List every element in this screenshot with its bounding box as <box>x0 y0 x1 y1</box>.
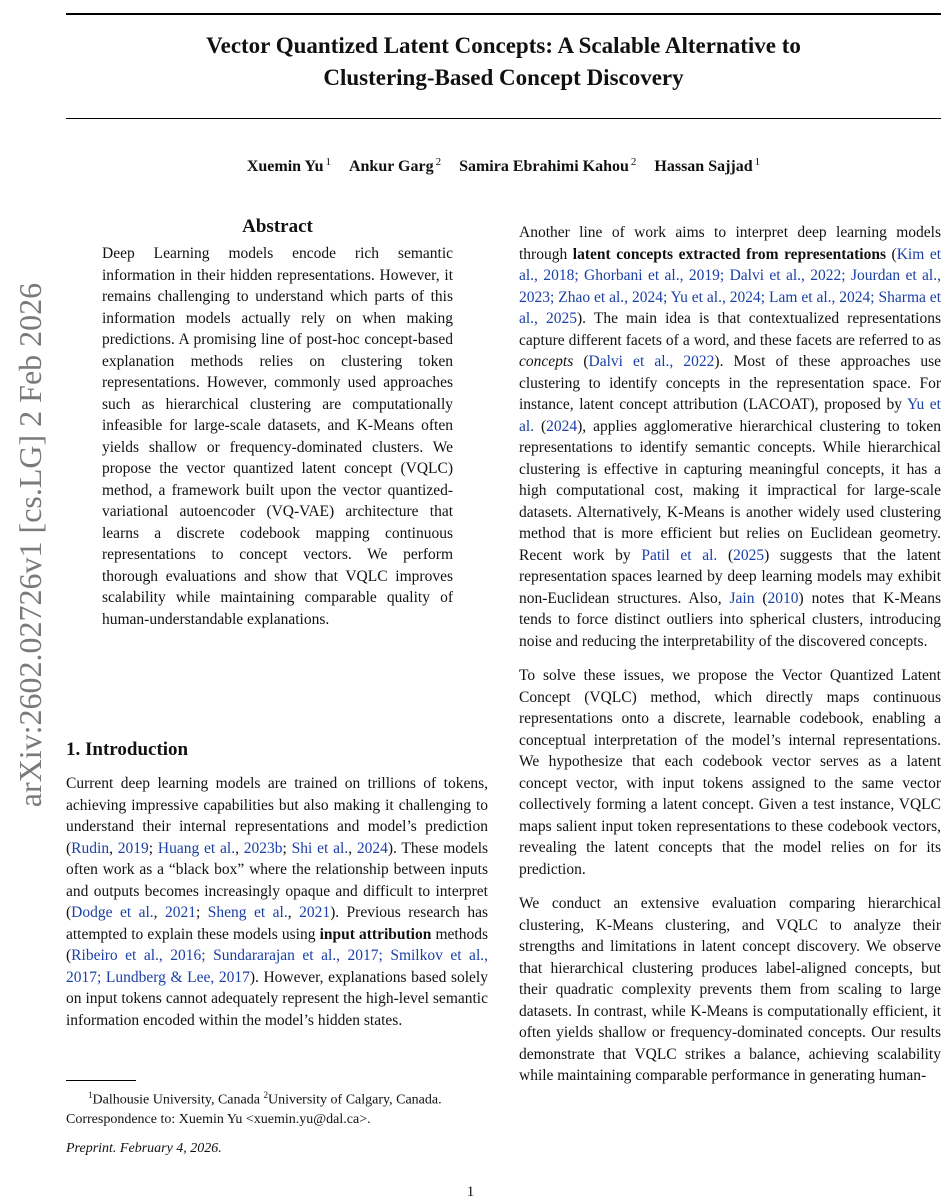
citation-link[interactable]: Dalvi et al., 2022 <box>588 353 715 370</box>
citation-link[interactable]: 2019 <box>117 839 149 857</box>
bold-term: latent concepts extracted from representations <box>572 245 886 263</box>
author: Xuemin Yu $^1$ <box>246 156 331 176</box>
author: Ankur Garg $^2$ <box>348 156 442 176</box>
italic-term: concepts <box>519 353 574 370</box>
affiliation-footnote <box>66 1086 488 1129</box>
affiliations: $^1$Dalhousie University, Canada $^2$University of Calgary, Canada. <box>88 1090 442 1108</box>
arxiv-identifier: arXiv:2602.02726v1 [cs.LG] 2 Feb 2026 <box>12 282 48 808</box>
citation-link[interactable]: 2024 <box>356 839 388 857</box>
right-column <box>519 222 941 1087</box>
title-rule <box>66 118 941 119</box>
bold-term: input attribution <box>319 925 432 943</box>
citation-link[interactable]: Ribeiro et al., 2016; Sundararajan et al., 2017; Smilkov et al., 2017; Lundberg & Lee, 2017 <box>66 947 488 986</box>
citation-link[interactable]: Jain <box>729 589 755 607</box>
citation-link[interactable]: 2021 <box>299 904 331 921</box>
citation-link[interactable]: Sheng et al. <box>207 904 288 921</box>
intro-paragraph-4: We conduct an extensive evaluation comparing hierarchical clustering, K-Means clustering, and VQLC to analyze their strengths and limitations in latent concept discovery. We observe that hierarchical clustering produces label-aligned concepts, but their quadratic complexity prevents them from scaling to large datasets. In contrast, while K-Means is computationally efficient, it often yields shallow or frequency-dominated concepts. Our results demonstrate that VQLC strikes a balance, achieving scalability while maintaining comparable performance in generating human- <box>519 895 941 1084</box>
top-rule <box>66 13 941 15</box>
citation-link[interactable]: Patil et al. <box>641 546 718 564</box>
citation-link[interactable]: Yu et al. <box>519 396 941 435</box>
author: Hassan Sajjad $^1$ <box>654 156 761 176</box>
citation-link[interactable]: 2024 <box>546 417 578 435</box>
citation-link[interactable]: 2023b <box>243 839 283 857</box>
section-heading-introduction: 1. Introduction <box>66 739 189 760</box>
correspondence: Correspondence to: Xuemin Yu <xuemin.yu@dal.ca>. <box>66 1111 371 1127</box>
intro-paragraph-1: Current deep learning models are trained on trillions of tokens, achieving impressive capabilities but also making it challenging to understand their internal representations and model’s prediction (Rudin, 2019; Huang et al., 2023b; Shi et al., 2024). These models often work as a “black box” where the relationship between inputs and outputs becomes increasingly opaque and difficult to interpret (Dodge et al., 2021; Sheng et al., 2021). Previous research has attempted to explain these models using input attribution methods (Ribeiro et al., 2016; Sundararajan et al., 2017; Smilkov et al., 2017; Lundberg & Lee, 2017). However, explanations based solely on input tokens cannot adequately represent the high-level semantic information encoded within the model’s hidden states. <box>66 775 489 1029</box>
citation-link[interactable]: 2010 <box>767 589 799 607</box>
paper-title <box>66 30 941 94</box>
intro-paragraph-2: Another line of work aims to interpret deep learning models through latent concepts extracted from representations (Kim et al., 2018; Ghorbani et al., 2019; Dalvi et al., 2022; Jourdan et al., 2023; Zhao et al., 2024; Yu et al., 2024; Lam et al., 2024; Sharma et al., 2025). The main idea is that contextualized representations capture different facets of a word, and these facets are referred to as concepts (Dalvi et al., 2022). Most of these approaches use clustering to identify concepts in the representation space. For instance, latent concept attribution (LACOAT), proposed by Yu et al. (2024), applies agglomerative hierarchical clustering to token representations to identify semantic concepts. While hierarchical clustering is effective in capturing meaningful concepts, it has a high computational cost, making it impractical for large-scale datasets. Alternatively, K-Means is another widely used clustering method that is more efficient but relies on Euclidean geometry. Recent work by Patil et al. (2025) suggests that the latent representation spaces learned by deep learning models may exhibit non-Euclidean structures. Also, Jain (2010) notes that K-Means tends to force distinct outliers into spherical clusters, introducing noise and reducing the interpretability of the discovered concepts. <box>519 224 941 650</box>
citation-link[interactable]: Rudin <box>71 839 110 857</box>
citation-link[interactable]: Huang et al. <box>157 839 236 857</box>
author: Samira Ebrahimi Kahou $^2$ <box>459 156 637 176</box>
author-list <box>66 156 941 176</box>
citation-link[interactable]: Dodge et al. <box>71 904 154 921</box>
citation-link[interactable]: Shi et al. <box>291 839 349 857</box>
title-line-1: Vector Quantized Latent Concepts: A Scalable Alternative to <box>206 33 801 58</box>
citation-link[interactable]: Kim et al., 2018; Ghorbani et al., 2019; Dalvi et al., 2022; Jourdan et al., 2023; Zhao et al., 2024; Yu et al., 2024; Lam et al., 2024; Sharma et al., 2025 <box>519 245 941 327</box>
abstract-heading: Abstract <box>242 216 313 237</box>
preprint-note: Preprint. February 4, 2026. <box>66 1141 222 1156</box>
page-number: 1 <box>466 1184 475 1200</box>
citation-link[interactable]: 2021 <box>165 904 197 921</box>
abstract-paragraph: Deep Learning models encode rich semantic information in their hidden representations. However, it remains challenging to understand which parts of this information models actually rely on when making predictions. A promising line of post-hoc concept-based explanation methods relies on clustering token representations. However, commonly used approaches such as hierarchical clustering are computationally infeasible for large-scale datasets, and K-Means often yields shallow or frequency-dominated clusters. We propose the vector quantized latent concept (VQLC) method, a framework built upon the vector quantized-variational autoencoder (VQ-VAE) architecture that learns a discrete codebook mapping continuous representations to concept vectors. We perform thorough evaluations and show that VQLC improves scalability while maintaining comparable quality of human-understandable explanations. <box>102 245 453 628</box>
citation-link[interactable]: 2025 <box>733 546 765 564</box>
abstract-text <box>102 243 453 630</box>
footnote-rule <box>66 1080 136 1081</box>
intro-paragraph-3: To solve these issues, we propose the Vector Quantized Latent Concept (VQLC) method, which directly maps continuous representations onto a discrete, learnable codebook, enabling a conceptual interpretation of the model’s internal representations. We hypothesize that each codebook vector serves as a latent concept vector, with input tokens assigned to the same vector collectively forming a latent concept. Given a test instance, VQLC maps salient input token representations to these codebook vectors, revealing the latent concepts that the model relies on for its prediction. <box>519 667 941 878</box>
title-line-2: Clustering-Based Concept Discovery <box>323 65 684 90</box>
